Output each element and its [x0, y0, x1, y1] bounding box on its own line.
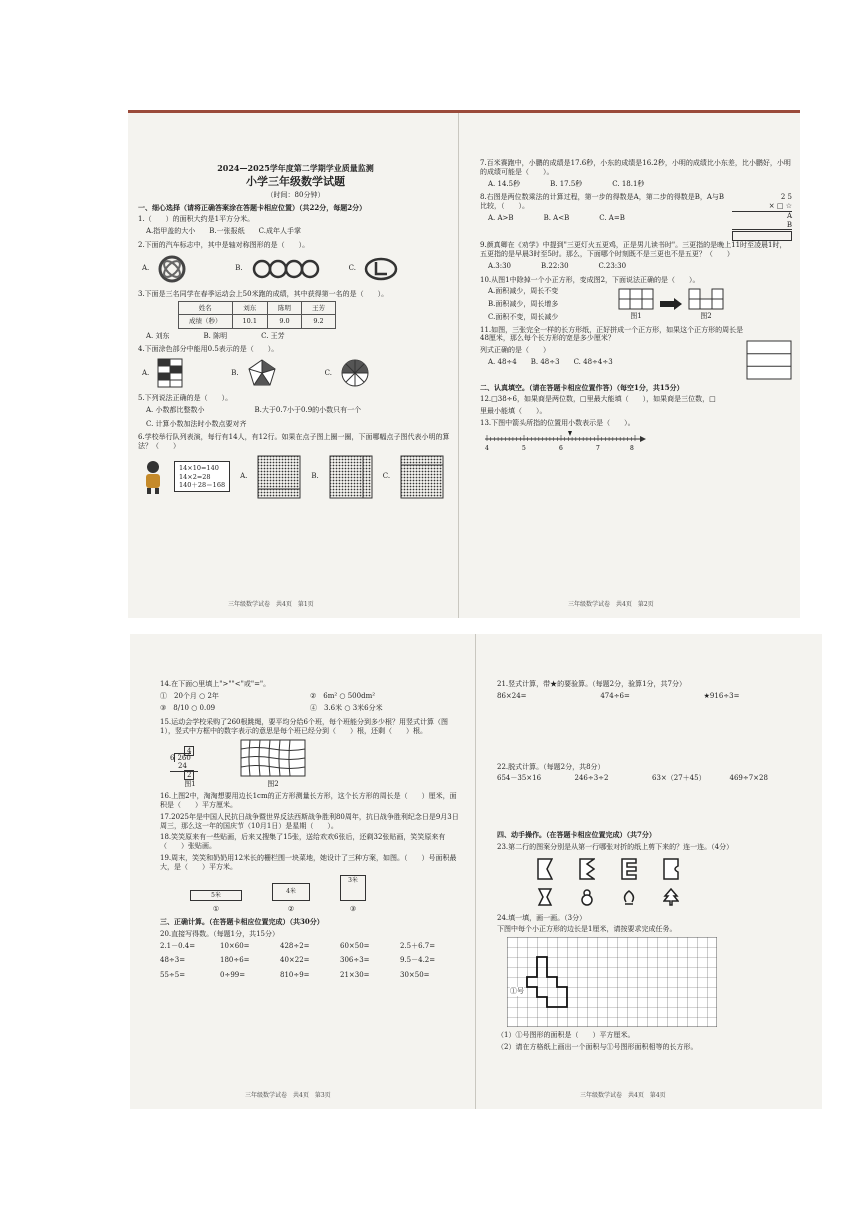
question-9: 9.颜真卿在《劝学》中提到"三更灯火五更鸡，正是男儿读书时"。三更指的是晚上11时至凌晨1时，五更指的是早晨3时至5时。那么，下面哪个时刻既不是三更也不是五更？（ ） — [480, 241, 787, 258]
option-a: A. — [240, 472, 248, 481]
question-8: 8.右图是两位数乘法的计算过程，第一步的得数是A，第二步的得数是B，A与B比较，（ ）。 — [480, 193, 725, 210]
three-rectangles-icon — [746, 340, 792, 380]
tick-label: 7 — [596, 444, 600, 451]
table-cell: 姓名 — [179, 302, 233, 315]
shaded-rect-icon — [157, 358, 183, 388]
multiplier: × □ ☆ — [732, 202, 792, 212]
question-5-option-c — [146, 420, 453, 429]
calc-item: 428÷2= — [280, 941, 310, 950]
page-fold — [458, 113, 459, 618]
exam-header: 2024—2025学年度第二学期学业质量监测 — [217, 163, 374, 173]
question-15: 15.运动会学校采购了260根跳绳，要平均分给6个班，每个班能分到多少根？用竖式计算（图1），竖式中方框中的数字表示的意思是每个班已经分到（ ）根，还剩（ ）根。 — [160, 718, 448, 735]
question-21: 21.竖式计算，带★的要验算。（每题2分，验算1分，共7分） — [497, 680, 686, 688]
folded-paper-row — [537, 858, 807, 880]
figure-2-label: 图2 — [700, 312, 712, 321]
calc-item: 21×30= — [340, 971, 370, 979]
calc-row — [160, 956, 460, 965]
calc-item: 55÷5= — [160, 971, 186, 979]
exam-sheet-top — [128, 110, 800, 618]
option-a: A.面积减少，周长不变 — [488, 287, 559, 296]
table-row — [179, 315, 336, 328]
multiplicand: 2 5 — [780, 193, 792, 202]
page-2 — [480, 159, 792, 453]
option-c: C. A=B — [599, 213, 625, 222]
compare-item: ① 20个月 ○ 2年 — [160, 691, 219, 700]
cut-pattern-4-icon — [663, 888, 679, 906]
question-1: 1.（ ）的面积大约是1平方分米。 — [138, 215, 255, 224]
option-b: B. — [311, 472, 319, 481]
option-c: C. — [324, 368, 332, 377]
plan-3-square: 3米 — [340, 875, 366, 901]
calc-item: 48÷3= — [160, 956, 186, 965]
compare-item: ③ 8/10 ○ 0.09 — [160, 703, 216, 712]
divisor: 6 — [170, 754, 175, 763]
calc-speech-bubble — [174, 461, 230, 492]
calc-item: 9.5－4.2= — [400, 956, 436, 965]
calc-item: 86×24= — [497, 691, 527, 700]
student-icon — [142, 459, 164, 495]
option-a: A. 刘东 — [146, 331, 170, 340]
number-line — [480, 431, 650, 451]
page-fold — [475, 634, 476, 1109]
square-grid-fig2-icon — [688, 288, 724, 310]
question-2: 2.下面的汽车标志中，其中是轴对称图形的是（ ）。 — [138, 240, 310, 249]
question-7-options — [488, 180, 792, 189]
page-3-footer: 三年级数学试卷 共4页 第3页 — [245, 1092, 331, 1099]
option-b: B. 陈明 — [203, 331, 228, 340]
question-11-prompt: 列式正确的是（ ） — [480, 346, 550, 354]
option-c: C.面积不变，周长减少 — [488, 312, 559, 321]
number-line-ticks — [487, 435, 635, 441]
option-a: A. A>B — [488, 213, 514, 222]
question-14: 14.在下面○里填上">""<"或"="。 — [160, 680, 271, 688]
pentagon-icon — [247, 358, 277, 388]
question-24-part-1: （1）①号图形的面积是（ ）平方厘米。 — [497, 1031, 635, 1039]
calc-item: 306÷3= — [340, 956, 370, 965]
question-14-row-1 — [160, 692, 460, 701]
page-2-footer: 三年级数学试卷 共4页 第2页 — [568, 601, 654, 608]
page-1 — [138, 163, 453, 505]
question-3: 3.下面是三名同学在春季运动会上50米跑的成绩，其中获得第一名的是（ ）。 — [138, 289, 389, 298]
question-8-block — [480, 193, 792, 241]
calc-item: 63×（27＋45） — [652, 774, 706, 783]
car-logo-rings-icon — [251, 258, 321, 280]
table-cell: 陈明 — [267, 302, 301, 315]
option-a: A. 小数都比整数小 — [146, 405, 205, 414]
compare-item: ④ 3.6米 ○ 3米6分米 — [310, 703, 383, 712]
dot-grid-c-icon — [400, 455, 444, 499]
subtrahend: 24 — [170, 763, 198, 772]
question-14-row-2 — [160, 704, 460, 713]
pointer-arrow-icon — [568, 431, 572, 436]
calc-line: 140＋28＝168 — [179, 480, 226, 489]
table-cell: 王芳 — [301, 302, 335, 315]
grid-paper — [507, 937, 717, 1027]
calc-item: 469÷7×28 — [729, 774, 768, 783]
car-logo-l-icon — [364, 257, 398, 281]
question-6: 6.学校举行队列表演，每行有14人，有12行。如果在点子图上圈一圈，下面哪幅点子图代表小明的算法？（ ） — [138, 433, 450, 450]
figure-1-label: 图1 — [630, 312, 642, 321]
page-1-footer: 三年级数学试卷 共4页 第1页 — [228, 601, 314, 608]
question-7: 7.百米赛跑中，小鹏的成绩是17.6秒，小东的成绩是16.2秒，小明的成绩比小东差，比小鹏好，小明的成绩可能是（ ）。 — [480, 159, 791, 176]
question-6-figures — [142, 455, 453, 499]
question-12: 12.□38÷6，如果商是两位数，□里最大能填（ ），如果商是三位数，□ — [480, 395, 716, 404]
step-a: A — [786, 211, 792, 220]
calc-item: 30×50= — [400, 971, 430, 979]
tick-label: 4 — [485, 444, 489, 451]
folded-paper-2-icon — [579, 858, 595, 880]
option-b: B. — [235, 264, 243, 273]
option-a: A. 48÷4 — [488, 357, 517, 366]
exam-sheet-bottom — [130, 634, 822, 1109]
exam-title: 小学三年级数学试题 — [246, 175, 345, 188]
option-b: B.大于0.7小于0.9的小数只有一个 — [254, 405, 362, 414]
calc-row — [160, 971, 460, 980]
calc-item: 2.1－0.4= — [160, 941, 196, 950]
option-b: B. — [231, 368, 239, 377]
question-15-figures — [170, 739, 460, 789]
option-c: C. 计算小数加法时小数点要对齐 — [146, 419, 247, 428]
question-23: 23.第二行的图案分别是从第一行哪张对折的纸上剪下来的？连一连。（4分） — [497, 842, 734, 851]
wavy-grid-icon — [240, 739, 306, 777]
calc-row — [160, 942, 460, 951]
calc-item: 180÷6= — [220, 956, 250, 965]
folded-paper-4-icon — [663, 858, 679, 880]
option-c: C.成年人手掌 — [258, 227, 301, 235]
question-22-items — [497, 774, 807, 783]
question-13: 13.下图中箭头所指的位置用小数表示是（ ）。 — [480, 418, 635, 427]
option-b: B. 17.5秒 — [550, 179, 583, 188]
plan-1-number: ① — [212, 905, 220, 914]
calc-item: ★916÷3= — [703, 691, 740, 700]
question-18: 18.笑笑原来有一些贴画，后来又搜集了15张，送给欢欢6张后，还剩32张贴画，笑笑原来有（ ）张贴画。 — [160, 833, 446, 850]
dot-grid-b-icon — [329, 455, 373, 499]
vertical-multiplication — [732, 193, 792, 241]
question-24: 24.填一填，画一画。（3分） — [497, 913, 587, 922]
option-c: C. 48÷4÷3 — [573, 357, 613, 366]
plan-1-rect: 5米 — [190, 890, 242, 901]
cut-pattern-1-icon — [537, 888, 553, 906]
long-division — [170, 748, 210, 780]
option-a: A.3:30 — [488, 261, 511, 270]
car-logo-a-icon — [157, 254, 187, 284]
calc-item: 10×60= — [220, 941, 250, 950]
question-22: 22.脱式计算。（每题2分，共8分） — [497, 762, 605, 771]
table-cell: 10.1 — [232, 315, 267, 328]
shape-1-label: ①号 — [510, 987, 524, 995]
table-cell: 刘东 — [232, 302, 267, 315]
tick-label: 6 — [559, 444, 563, 451]
calc-item: 246÷3÷2 — [574, 774, 609, 783]
table-cell: 成绩（秒） — [179, 315, 233, 328]
table-row — [179, 302, 336, 315]
question-11-options — [488, 358, 746, 367]
section-3-title: 三、正确计算。（在答题卡相应位置完成）（共30分） — [160, 917, 324, 926]
question-21-items — [497, 692, 807, 701]
exam-time: （时间：80分钟） — [266, 190, 325, 199]
option-c: C. — [348, 264, 356, 273]
plan-2-rect: 4米 — [272, 883, 310, 901]
calc-item: 654－35×16 — [497, 774, 542, 783]
option-c: C. — [382, 472, 391, 481]
folded-paper-3-icon — [621, 858, 637, 880]
option-c: C. 王芳 — [261, 331, 285, 340]
folded-paper-1-icon — [537, 858, 553, 880]
question-24-desc: 下图中每个小正方形的边长是1厘米，请按要求完成任务。 — [497, 925, 677, 934]
figure-2-label: 图2 — [267, 779, 279, 788]
question-10-options — [488, 287, 618, 321]
plan-2-number: ② — [287, 905, 295, 914]
option-b: B.22:30 — [541, 261, 569, 270]
option-a: A. — [142, 264, 150, 273]
question-24-part-2: （2）请在方格纸上画出一个面积与①号图形面积相等的长方形。 — [497, 1042, 698, 1051]
question-1-options — [146, 227, 453, 236]
calc-item: 0÷99= — [220, 971, 246, 979]
calc-item: 2.5＋6.7= — [400, 941, 436, 950]
option-a: A.指甲盖的大小 — [146, 227, 196, 235]
step-b: B — [732, 221, 792, 231]
calc-line: 14×10=140 — [179, 464, 219, 473]
page-4 — [497, 680, 807, 1055]
question-16: 16.上图2中，淘淘想要用边长1cm的正方形测量长方形，这个长方形的周长是（ ）厘米，面积是（ ）平方厘米。 — [160, 792, 457, 809]
results-table — [178, 301, 336, 328]
calc-item: 40×22= — [280, 956, 310, 965]
option-a: A. — [142, 368, 150, 377]
question-10-block — [480, 287, 792, 321]
question-4-figures — [142, 358, 453, 388]
tick-label: 8 — [630, 444, 634, 451]
question-19: 19.周末，笑笑和奶奶用12米长的栅栏围一块菜地，她设计了三种方案，如图。（ ）号面积最大，是（ ）平方米。 — [160, 853, 457, 871]
option-a: A. 14.5秒 — [488, 179, 521, 188]
question-17: 17.2025年是中国人民抗日战争暨世界反法西斯战争胜利80周年，抗日战争胜利纪念日是9月3日周三，那么这一年的国庆节（10月1日）是星期（ ）。 — [160, 812, 459, 830]
question-11: 11.如图，三张完全一样的长方形纸，正好拼成一个正方形，如果这个正方形的周长是48厘米，那么每个长方形的宽是多少厘米？ — [480, 325, 744, 343]
question-19-figures — [190, 875, 460, 914]
cut-pattern-3-icon — [621, 888, 637, 906]
square-grid-paper — [507, 937, 717, 1027]
calc-item: 474÷6= — [600, 691, 630, 700]
question-8-options — [488, 214, 726, 223]
arrow-right-icon — [660, 298, 682, 310]
page-3 — [160, 680, 460, 986]
option-b: B.一张报纸 — [209, 227, 245, 235]
question-12-cont: 里最小能填（ ）。 — [480, 407, 547, 415]
option-c: C.23:30 — [598, 261, 627, 270]
question-4: 4.下面涂色部分中能用0.5表示的是（ ）。 — [138, 345, 279, 354]
square-grid-fig1-icon — [618, 288, 654, 310]
figure-1-label: 图1 — [184, 779, 196, 788]
question-5-options-ab — [146, 406, 453, 415]
compare-item: ② 6m² ○ 500dm² — [310, 691, 376, 700]
question-10-figures — [618, 287, 724, 321]
question-11-block — [480, 326, 792, 380]
calc-item: 810÷9= — [280, 971, 310, 979]
section-1-title: 一、细心选择（请将正确答案涂在答题卡相应位置）（共22分，每题2分） — [138, 202, 367, 212]
page-4-footer: 三年级数学试卷 共4页 第4页 — [580, 1092, 666, 1099]
question-3-options — [146, 332, 453, 341]
tick-label: 5 — [522, 444, 526, 451]
question-10: 10.从图1中除掉一个小正方形，变成图2，下面说法正确的是（ ）。 — [480, 275, 700, 284]
dot-grid-a-icon — [257, 455, 301, 499]
question-9-options — [488, 262, 792, 271]
option-b: B. 48÷3 — [530, 357, 560, 366]
question-5: 5.下列说法正确的是（ ）。 — [138, 394, 233, 402]
cut-pattern-row — [537, 888, 807, 906]
option-b: B. A<B — [543, 213, 570, 222]
calc-item: 60×50= — [340, 941, 370, 950]
table-cell: 9.2 — [301, 315, 335, 328]
quotient-box: 4 — [184, 746, 194, 756]
table-cell: 9.0 — [267, 315, 301, 328]
circle-sectors-icon — [340, 358, 370, 388]
question-20: 20.直接写得数。（每题1分，共15分） — [160, 929, 279, 938]
option-b: B.面积减少，周长增多 — [488, 300, 559, 308]
dividend: 260 — [174, 753, 190, 762]
remainder-box: 2 — [184, 770, 194, 780]
calc-line: 14×2=28 — [179, 472, 211, 481]
section-4-title: 四、动手操作。（在答题卡相应位置完成）（共7分） — [497, 830, 656, 839]
plan-3-number: ③ — [349, 905, 357, 914]
option-c: C. 18.1秒 — [612, 179, 645, 188]
section-2-title: 二、认真填空。（请在答题卡相应位置作答）（每空1分，共15分） — [480, 382, 684, 392]
question-2-logos — [142, 254, 453, 284]
cut-pattern-2-icon — [579, 888, 595, 906]
